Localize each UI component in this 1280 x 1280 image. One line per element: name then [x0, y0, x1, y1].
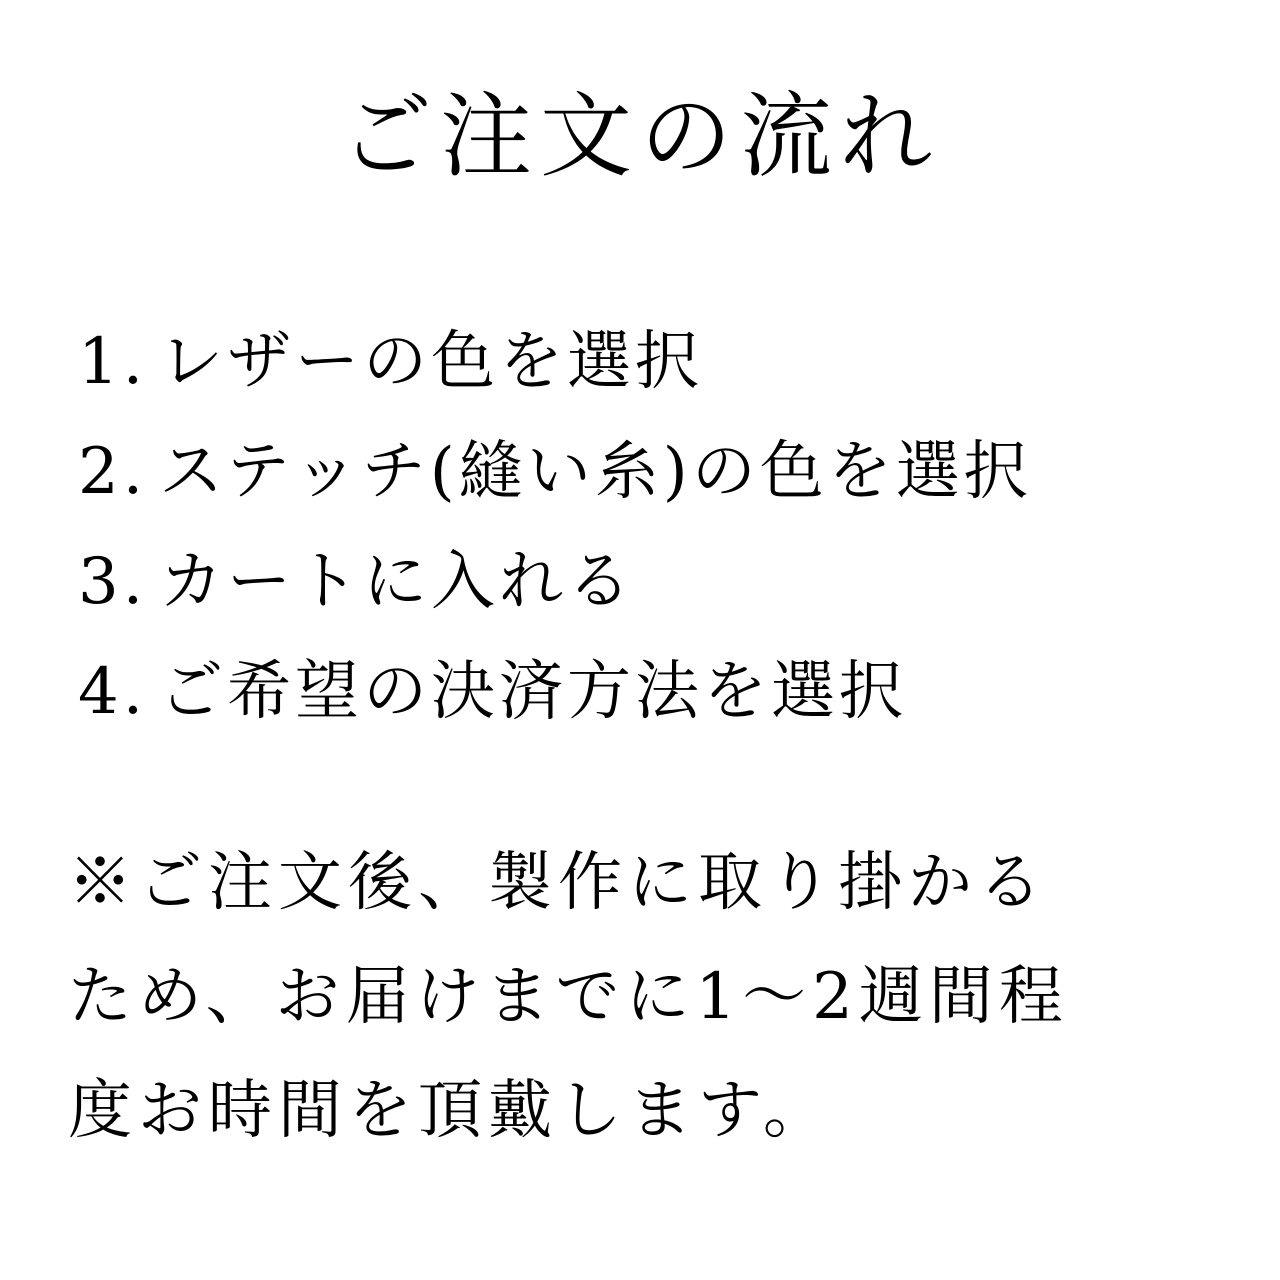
step-number: 2. [78, 435, 148, 509]
note-line-1: ※ご注文後、製作に取り掛かる [68, 846, 1048, 920]
step-1 [78, 312, 1238, 422]
step-text: ご希望の決済方法を選択 [159, 655, 908, 729]
step-3 [78, 532, 1238, 642]
step-number: 1. [78, 325, 148, 399]
delivery-note [68, 830, 1248, 1172]
step-4 [78, 642, 1238, 752]
step-text: カートに入れる [159, 545, 636, 619]
page-title: ご注文の流れ [339, 83, 940, 190]
step-text: ステッチ(縫い糸)の色を選択 [159, 435, 1032, 509]
order-steps-list [78, 312, 1238, 752]
note-line-3: 度お時間を頂戴します。 [68, 1074, 833, 1148]
step-number: 3. [78, 545, 148, 619]
note-line-2: ため、お届けまでに1〜2週間程 [68, 960, 1069, 1034]
step-2 [78, 422, 1238, 532]
step-text: レザーの色を選択 [159, 325, 704, 399]
step-number: 4. [78, 655, 148, 729]
